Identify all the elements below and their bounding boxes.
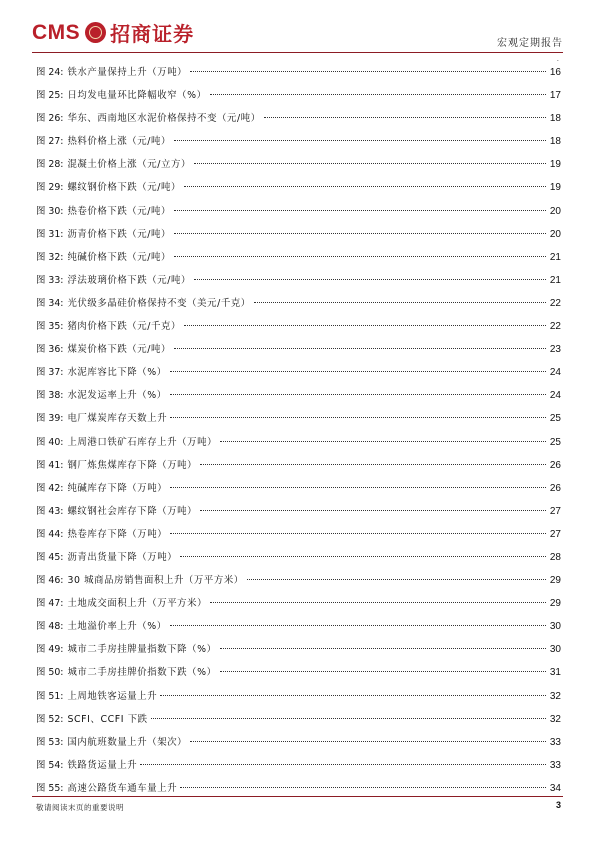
- figure-title[interactable]: 上周地铁客运量上升: [67, 690, 158, 702]
- toc-entry[interactable]: [36, 315, 561, 338]
- figure-title[interactable]: 螺纹钢社会库存下降（万吨）: [67, 505, 198, 517]
- figure-label: 图 50:: [36, 667, 64, 679]
- figure-title[interactable]: 浮法玻璃价格下跌（元/吨）: [67, 274, 191, 286]
- figure-title[interactable]: 纯碱库存下降（万吨）: [67, 482, 168, 494]
- page-number[interactable]: 19: [549, 182, 561, 194]
- figure-title[interactable]: 土地成交面积上升（万平方米）: [67, 598, 208, 610]
- dot-leader: [220, 440, 546, 442]
- figure-label: 图 30:: [36, 205, 64, 217]
- dot-leader: [174, 139, 546, 141]
- figure-label: 图 38:: [36, 390, 64, 402]
- footer-divider: [32, 796, 563, 797]
- figure-label: 图 39:: [36, 413, 64, 425]
- dot-leader: [140, 763, 546, 765]
- figure-label: 图 54:: [36, 759, 64, 771]
- toc-entry[interactable]: [36, 431, 561, 454]
- page-number[interactable]: 16: [549, 67, 561, 78]
- figure-title[interactable]: 混凝土价格上涨（元/立方）: [67, 159, 191, 171]
- toc-entry[interactable]: [36, 153, 561, 176]
- dot-leader: [210, 601, 546, 603]
- dot-leader: [180, 786, 546, 788]
- figure-label: 图 32:: [36, 251, 64, 263]
- dot-leader: [184, 185, 546, 187]
- figure-label: 图 41:: [36, 459, 64, 471]
- figure-title[interactable]: 高速公路货车通车量上升: [67, 782, 178, 794]
- report-type: 宏观定期报告: [497, 38, 563, 49]
- page-number[interactable]: 23: [549, 344, 561, 356]
- toc-entry[interactable]: [36, 338, 561, 361]
- logo-cms-text: CMS: [32, 20, 81, 44]
- figure-title[interactable]: 华东、西南地区水泥价格保持不变（元/吨）: [67, 113, 261, 125]
- figure-label: 图 47:: [36, 598, 64, 610]
- dot-leader: [151, 717, 546, 719]
- dot-leader: [170, 624, 546, 626]
- toc-entry[interactable]: [36, 361, 561, 384]
- figure-title[interactable]: 城市二手房挂牌量指数下降（%）: [67, 644, 217, 656]
- toc-entry[interactable]: [36, 269, 561, 292]
- toc-entry[interactable]: [36, 246, 561, 269]
- toc-entry[interactable]: [36, 500, 561, 523]
- dot-leader: [160, 694, 546, 696]
- figure-label: 图 27:: [36, 136, 64, 148]
- toc-entry[interactable]: [36, 731, 561, 754]
- figure-label: 图 25:: [36, 90, 64, 102]
- header-divider: [32, 52, 563, 53]
- dot-leader: [194, 278, 546, 280]
- dot-leader: [200, 509, 546, 511]
- figure-label: 图 46:: [36, 575, 64, 587]
- page-number[interactable]: 28: [549, 551, 561, 563]
- dot-leader: [170, 416, 546, 418]
- figure-title[interactable]: 光伏级多晶硅价格保持不变（美元/千克）: [67, 297, 251, 309]
- toc-entry[interactable]: [36, 569, 561, 592]
- dot-leader: [170, 370, 546, 372]
- toc-entry[interactable]: [36, 176, 561, 199]
- dot-leader: [210, 93, 546, 95]
- page-number[interactable]: 24: [549, 390, 561, 402]
- page-number[interactable]: 18: [549, 113, 561, 125]
- dot-leader: [170, 393, 546, 395]
- figure-label: 图 55:: [36, 782, 64, 794]
- footer-disclaimer: 敬请阅读末页的重要说明: [36, 803, 124, 812]
- figure-title[interactable]: 日均发电量环比降幅收窄（%）: [67, 90, 207, 102]
- toc-entry[interactable]: [36, 84, 561, 107]
- toc-entry[interactable]: [36, 200, 561, 223]
- toc-entry[interactable]: [36, 661, 561, 684]
- dot-leader: [180, 555, 546, 557]
- figure-title[interactable]: 铁路货运量上升: [67, 759, 138, 771]
- toc-entry[interactable]: [36, 130, 561, 153]
- figure-title[interactable]: 钢厂炼焦煤库存下降（万吨）: [67, 459, 198, 471]
- page-number[interactable]: 24: [549, 367, 561, 379]
- figure-label: 图 49:: [36, 644, 64, 656]
- page-number[interactable]: 18: [549, 136, 561, 148]
- figure-title[interactable]: 热卷价格下跌（元/吨）: [67, 205, 171, 217]
- page-number[interactable]: 22: [549, 297, 561, 309]
- dot-leader: [200, 463, 546, 465]
- page-number[interactable]: 25: [549, 413, 561, 425]
- page-number[interactable]: 26: [549, 459, 561, 471]
- figure-title[interactable]: 热卷库存下降（万吨）: [67, 528, 168, 540]
- dot-leader: [174, 255, 546, 257]
- figure-label: 图 29:: [36, 182, 64, 194]
- page-number[interactable]: 30: [549, 621, 561, 633]
- figure-label: 图 48:: [36, 621, 64, 633]
- figure-label: 图 28:: [36, 159, 64, 171]
- figure-label: 图 37:: [36, 367, 64, 379]
- figure-label: 图 36:: [36, 344, 64, 356]
- figure-title[interactable]: 城市二手房挂牌价指数下跌（%）: [67, 667, 217, 679]
- toc-entry[interactable]: [36, 546, 561, 569]
- figure-table-of-contents: [36, 61, 561, 800]
- figure-title[interactable]: 上周港口铁矿石库存上升（万吨）: [67, 436, 218, 448]
- page-number[interactable]: 21: [549, 274, 561, 286]
- footer-page-number: 3: [555, 800, 561, 810]
- figure-label: 图 31:: [36, 228, 64, 240]
- toc-entry[interactable]: [36, 477, 561, 500]
- figure-title[interactable]: 猪肉价格下跌（元/千克）: [67, 321, 181, 333]
- figure-title[interactable]: 纯碱价格下跌（元/吨）: [67, 251, 171, 263]
- toc-entry[interactable]: [36, 592, 561, 615]
- dot-leader: [170, 532, 546, 534]
- figure-label: 图 52:: [36, 713, 64, 725]
- page-header: [32, 14, 563, 54]
- page-number[interactable]: 19: [549, 159, 561, 171]
- page-number[interactable]: 29: [549, 575, 561, 587]
- figure-title[interactable]: 沥青出货量下降（万吨）: [67, 551, 178, 563]
- toc-entry[interactable]: [36, 638, 561, 661]
- figure-label: 图 26:: [36, 113, 64, 125]
- figure-label: 图 42:: [36, 482, 64, 494]
- page-number[interactable]: 17: [549, 90, 561, 102]
- dot-leader: [194, 162, 546, 164]
- page-number[interactable]: 33: [549, 736, 561, 748]
- figure-label: 图 35:: [36, 321, 64, 333]
- dot-leader: [190, 740, 546, 742]
- toc-entry[interactable]: [36, 685, 561, 708]
- logo-seal-icon: [85, 22, 106, 43]
- figure-title[interactable]: 30 城商品房销售面积上升（万平方米）: [67, 575, 244, 587]
- page-number[interactable]: 27: [549, 505, 561, 517]
- dot-leader: [247, 578, 546, 580]
- figure-label: 图 34:: [36, 297, 64, 309]
- page-number[interactable]: 34: [549, 782, 561, 794]
- dot-leader: [184, 324, 546, 326]
- header-dot-mark: .: [556, 55, 559, 63]
- dot-leader: [254, 301, 546, 303]
- figure-label: 图 43:: [36, 505, 64, 517]
- toc-entry[interactable]: [36, 292, 561, 315]
- toc-entry[interactable]: [36, 107, 561, 130]
- page-number[interactable]: 33: [549, 759, 561, 771]
- page-number[interactable]: 21: [549, 251, 561, 263]
- figure-title[interactable]: 沥青价格下跌（元/吨）: [67, 228, 171, 240]
- page-number[interactable]: 32: [549, 690, 561, 702]
- toc-entry[interactable]: [36, 384, 561, 407]
- page-number[interactable]: 26: [549, 482, 561, 494]
- logo-chinese-text: 招商证券: [110, 22, 195, 46]
- toc-entry[interactable]: [36, 523, 561, 546]
- figure-label: 图 51:: [36, 690, 64, 702]
- toc-entry[interactable]: [36, 454, 561, 477]
- dot-leader: [220, 647, 546, 649]
- figure-label: 图 53:: [36, 736, 64, 748]
- dot-leader: [170, 486, 546, 488]
- figure-label: 图 44:: [36, 528, 64, 540]
- page-number[interactable]: 31: [549, 667, 561, 679]
- figure-title[interactable]: 水泥库容比下降（%）: [67, 367, 167, 379]
- figure-label: 图 24:: [36, 67, 64, 78]
- dot-leader: [174, 209, 546, 211]
- page-number[interactable]: 22: [549, 321, 561, 333]
- figure-title[interactable]: 热料价格上涨（元/吨）: [67, 136, 171, 148]
- figure-title[interactable]: 土地溢价率上升（%）: [67, 621, 167, 633]
- figure-label: 图 33:: [36, 274, 64, 286]
- figure-title[interactable]: 铁水产量保持上升（万吨）: [67, 67, 188, 78]
- company-logo: [32, 18, 194, 47]
- toc-entry[interactable]: [36, 61, 561, 84]
- figure-title[interactable]: 国内航班数量上升（架次）: [67, 736, 188, 748]
- page-number[interactable]: 20: [549, 205, 561, 217]
- page-number[interactable]: 27: [549, 528, 561, 540]
- toc-entry[interactable]: [36, 223, 561, 246]
- toc-entry[interactable]: [36, 754, 561, 777]
- figure-title[interactable]: 电厂煤炭库存天数上升: [67, 413, 168, 425]
- toc-entry[interactable]: [36, 708, 561, 731]
- page-number[interactable]: 25: [549, 436, 561, 448]
- page-number[interactable]: 29: [549, 598, 561, 610]
- dot-leader: [190, 70, 546, 72]
- figure-label: 图 40:: [36, 436, 64, 448]
- figure-title[interactable]: 螺纹钢价格下跌（元/吨）: [67, 182, 181, 194]
- toc-entry[interactable]: [36, 407, 561, 430]
- page-number[interactable]: 32: [549, 713, 561, 725]
- page-number[interactable]: 30: [549, 644, 561, 656]
- page-number[interactable]: 20: [549, 228, 561, 240]
- toc-entry[interactable]: [36, 615, 561, 638]
- dot-leader: [174, 347, 546, 349]
- figure-label: 图 45:: [36, 551, 64, 563]
- dot-leader: [264, 116, 546, 118]
- dot-leader: [174, 232, 546, 234]
- figure-title[interactable]: SCFI、CCFI 下跌: [67, 713, 148, 725]
- figure-title[interactable]: 水泥发运率上升（%）: [67, 390, 167, 402]
- figure-title[interactable]: 煤炭价格下跌（元/吨）: [67, 344, 171, 356]
- dot-leader: [220, 670, 546, 672]
